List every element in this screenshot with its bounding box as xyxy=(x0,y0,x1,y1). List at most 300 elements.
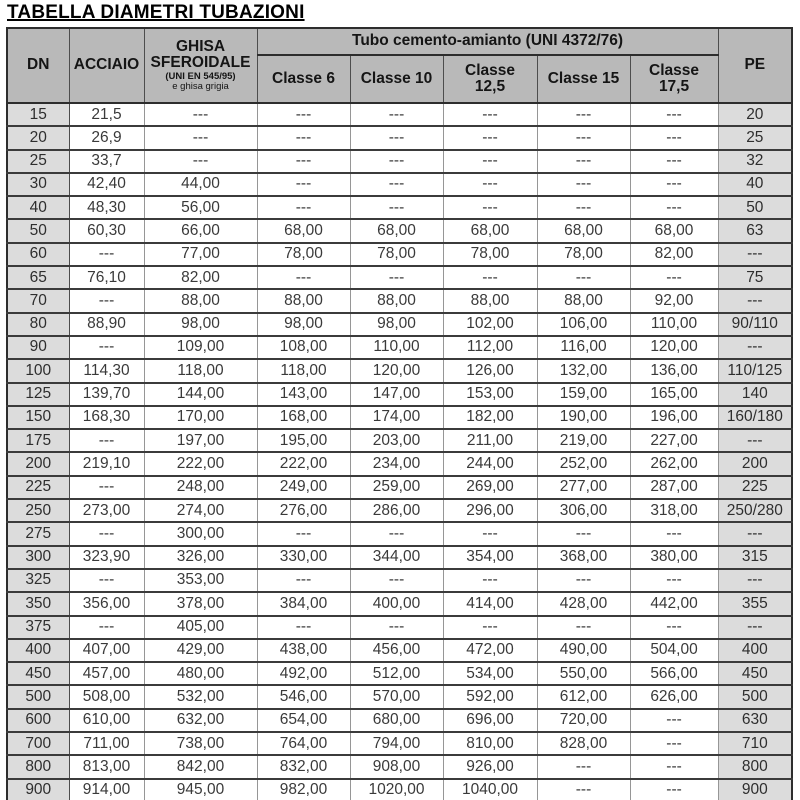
pe-cell: --- xyxy=(718,429,792,452)
value-cell: --- xyxy=(630,126,718,149)
value-cell: 66,00 xyxy=(144,219,257,242)
dn-cell: 800 xyxy=(7,755,69,778)
pe-cell: 250/280 xyxy=(718,499,792,522)
value-cell: --- xyxy=(443,103,537,126)
dn-cell: 450 xyxy=(7,662,69,685)
value-cell: --- xyxy=(144,150,257,173)
value-cell: --- xyxy=(350,569,443,592)
value-cell: --- xyxy=(537,522,630,545)
dn-cell: 150 xyxy=(7,406,69,429)
value-cell: 945,00 xyxy=(144,779,257,800)
value-cell: 56,00 xyxy=(144,196,257,219)
value-cell: 286,00 xyxy=(350,499,443,522)
value-cell: --- xyxy=(537,173,630,196)
value-cell: 273,00 xyxy=(69,499,144,522)
value-cell: 78,00 xyxy=(257,243,350,266)
value-cell: 457,00 xyxy=(69,662,144,685)
table-row xyxy=(7,755,792,778)
value-cell: 219,10 xyxy=(69,452,144,475)
col-header-pe: PE xyxy=(718,28,792,103)
value-cell: 168,30 xyxy=(69,406,144,429)
pe-cell: 400 xyxy=(718,639,792,662)
pe-cell: 63 xyxy=(718,219,792,242)
value-cell: 44,00 xyxy=(144,173,257,196)
col-header-classe-15: Classe 15 xyxy=(537,55,630,103)
table-body xyxy=(7,103,792,800)
value-cell: --- xyxy=(350,266,443,289)
value-cell: 438,00 xyxy=(257,639,350,662)
value-cell: 407,00 xyxy=(69,639,144,662)
value-cell: 92,00 xyxy=(630,289,718,312)
dn-cell: 600 xyxy=(7,709,69,732)
value-cell: 227,00 xyxy=(630,429,718,452)
dn-cell: 275 xyxy=(7,522,69,545)
value-cell: 368,00 xyxy=(537,546,630,569)
value-cell: 532,00 xyxy=(144,685,257,708)
value-cell: 277,00 xyxy=(537,476,630,499)
col-header-ghisa xyxy=(144,28,257,103)
value-cell: 120,00 xyxy=(350,359,443,382)
value-cell: 222,00 xyxy=(144,452,257,475)
table-row xyxy=(7,779,792,800)
pe-cell: 75 xyxy=(718,266,792,289)
value-cell: --- xyxy=(537,266,630,289)
table-row xyxy=(7,313,792,336)
value-cell: 144,00 xyxy=(144,383,257,406)
value-cell: 118,00 xyxy=(257,359,350,382)
dn-cell: 125 xyxy=(7,383,69,406)
table-row xyxy=(7,476,792,499)
dn-cell: 900 xyxy=(7,779,69,800)
value-cell: 195,00 xyxy=(257,429,350,452)
pe-cell: --- xyxy=(718,336,792,359)
pe-cell: --- xyxy=(718,616,792,639)
value-cell: 842,00 xyxy=(144,755,257,778)
value-cell: 1040,00 xyxy=(443,779,537,800)
value-cell: 738,00 xyxy=(144,732,257,755)
value-cell: 88,90 xyxy=(69,313,144,336)
value-cell: --- xyxy=(537,755,630,778)
value-cell: 88,00 xyxy=(537,289,630,312)
ghisa-label: GHISA SFEROIDALE xyxy=(150,37,251,72)
table-row xyxy=(7,592,792,615)
value-cell: --- xyxy=(350,522,443,545)
value-cell: 274,00 xyxy=(144,499,257,522)
value-cell: 926,00 xyxy=(443,755,537,778)
value-cell: 269,00 xyxy=(443,476,537,499)
value-cell: --- xyxy=(69,476,144,499)
table-row xyxy=(7,616,792,639)
pe-cell: 500 xyxy=(718,685,792,708)
value-cell: 132,00 xyxy=(537,359,630,382)
value-cell: --- xyxy=(443,173,537,196)
table-row xyxy=(7,429,792,452)
value-cell: 592,00 xyxy=(443,685,537,708)
pe-cell: 140 xyxy=(718,383,792,406)
value-cell: 68,00 xyxy=(257,219,350,242)
dn-cell: 700 xyxy=(7,732,69,755)
value-cell: 276,00 xyxy=(257,499,350,522)
value-cell: 380,00 xyxy=(630,546,718,569)
value-cell: 249,00 xyxy=(257,476,350,499)
pe-cell: 710 xyxy=(718,732,792,755)
col-header-classe-17-5: Classe 17,5 xyxy=(630,55,718,103)
value-cell: --- xyxy=(443,266,537,289)
value-cell: 112,00 xyxy=(443,336,537,359)
value-cell: --- xyxy=(630,173,718,196)
dn-cell: 50 xyxy=(7,219,69,242)
value-cell: 109,00 xyxy=(144,336,257,359)
pe-cell: --- xyxy=(718,243,792,266)
dn-cell: 80 xyxy=(7,313,69,336)
value-cell: --- xyxy=(350,196,443,219)
table-row xyxy=(7,685,792,708)
value-cell: 428,00 xyxy=(537,592,630,615)
table-header xyxy=(7,28,792,103)
table-row xyxy=(7,150,792,173)
value-cell: 414,00 xyxy=(443,592,537,615)
value-cell: 82,00 xyxy=(630,243,718,266)
value-cell: --- xyxy=(630,732,718,755)
value-cell: 384,00 xyxy=(257,592,350,615)
value-cell: --- xyxy=(257,150,350,173)
value-cell: --- xyxy=(257,616,350,639)
value-cell: --- xyxy=(537,196,630,219)
value-cell: 832,00 xyxy=(257,755,350,778)
value-cell: 170,00 xyxy=(144,406,257,429)
value-cell: 88,00 xyxy=(350,289,443,312)
value-cell: 165,00 xyxy=(630,383,718,406)
dn-cell: 65 xyxy=(7,266,69,289)
table-row xyxy=(7,639,792,662)
value-cell: --- xyxy=(630,522,718,545)
diameter-table xyxy=(6,27,793,800)
dn-cell: 350 xyxy=(7,592,69,615)
table-row xyxy=(7,243,792,266)
value-cell: 326,00 xyxy=(144,546,257,569)
value-cell: 120,00 xyxy=(630,336,718,359)
col-header-dn: DN xyxy=(7,28,69,103)
value-cell: 159,00 xyxy=(537,383,630,406)
value-cell: --- xyxy=(630,266,718,289)
value-cell: 60,30 xyxy=(69,219,144,242)
dn-cell: 225 xyxy=(7,476,69,499)
dn-cell: 250 xyxy=(7,499,69,522)
value-cell: 42,40 xyxy=(69,173,144,196)
value-cell: 400,00 xyxy=(350,592,443,615)
value-cell: 914,00 xyxy=(69,779,144,800)
value-cell: --- xyxy=(350,126,443,149)
value-cell: 472,00 xyxy=(443,639,537,662)
value-cell: --- xyxy=(69,243,144,266)
value-cell: 21,5 xyxy=(69,103,144,126)
value-cell: --- xyxy=(630,616,718,639)
value-cell: 68,00 xyxy=(537,219,630,242)
value-cell: 612,00 xyxy=(537,685,630,708)
value-cell: 680,00 xyxy=(350,709,443,732)
dn-cell: 20 xyxy=(7,126,69,149)
value-cell: --- xyxy=(443,150,537,173)
value-cell: 323,90 xyxy=(69,546,144,569)
table-row xyxy=(7,289,792,312)
value-cell: 78,00 xyxy=(350,243,443,266)
value-cell: --- xyxy=(257,173,350,196)
pe-cell: 200 xyxy=(718,452,792,475)
value-cell: 106,00 xyxy=(537,313,630,336)
value-cell: 626,00 xyxy=(630,685,718,708)
value-cell: 211,00 xyxy=(443,429,537,452)
value-cell: 98,00 xyxy=(144,313,257,336)
value-cell: 813,00 xyxy=(69,755,144,778)
value-cell: --- xyxy=(69,569,144,592)
table-row xyxy=(7,359,792,382)
dn-cell: 90 xyxy=(7,336,69,359)
pe-cell: 110/125 xyxy=(718,359,792,382)
value-cell: 68,00 xyxy=(443,219,537,242)
table-row xyxy=(7,499,792,522)
value-cell: 82,00 xyxy=(144,266,257,289)
value-cell: --- xyxy=(443,616,537,639)
value-cell: 354,00 xyxy=(443,546,537,569)
value-cell: --- xyxy=(69,429,144,452)
value-cell: --- xyxy=(257,126,350,149)
value-cell: --- xyxy=(443,569,537,592)
table-row xyxy=(7,173,792,196)
dn-cell: 200 xyxy=(7,452,69,475)
table-row xyxy=(7,196,792,219)
value-cell: --- xyxy=(537,616,630,639)
dn-cell: 500 xyxy=(7,685,69,708)
value-cell: 566,00 xyxy=(630,662,718,685)
table-row xyxy=(7,219,792,242)
table-row xyxy=(7,266,792,289)
value-cell: --- xyxy=(630,709,718,732)
value-cell: 764,00 xyxy=(257,732,350,755)
value-cell: 153,00 xyxy=(443,383,537,406)
table-row xyxy=(7,406,792,429)
value-cell: 550,00 xyxy=(537,662,630,685)
value-cell: 139,70 xyxy=(69,383,144,406)
table-row xyxy=(7,546,792,569)
value-cell: --- xyxy=(443,196,537,219)
value-cell: 378,00 xyxy=(144,592,257,615)
value-cell: 287,00 xyxy=(630,476,718,499)
value-cell: --- xyxy=(537,150,630,173)
col-header-classe-12-5: Classe 12,5 xyxy=(443,55,537,103)
pe-cell: 32 xyxy=(718,150,792,173)
value-cell: 480,00 xyxy=(144,662,257,685)
pe-cell: 160/180 xyxy=(718,406,792,429)
value-cell: 534,00 xyxy=(443,662,537,685)
pe-cell: 630 xyxy=(718,709,792,732)
pe-cell: 800 xyxy=(718,755,792,778)
value-cell: 296,00 xyxy=(443,499,537,522)
value-cell: 405,00 xyxy=(144,616,257,639)
value-cell: 330,00 xyxy=(257,546,350,569)
value-cell: 190,00 xyxy=(537,406,630,429)
value-cell: 26,9 xyxy=(69,126,144,149)
value-cell: --- xyxy=(350,616,443,639)
value-cell: 110,00 xyxy=(350,336,443,359)
value-cell: --- xyxy=(630,103,718,126)
value-cell: --- xyxy=(537,569,630,592)
value-cell: 610,00 xyxy=(69,709,144,732)
value-cell: 219,00 xyxy=(537,429,630,452)
value-cell: 810,00 xyxy=(443,732,537,755)
value-cell: 696,00 xyxy=(443,709,537,732)
value-cell: 126,00 xyxy=(443,359,537,382)
value-cell: 300,00 xyxy=(144,522,257,545)
value-cell: --- xyxy=(144,103,257,126)
value-cell: 570,00 xyxy=(350,685,443,708)
col-header-acciaio: ACCIAIO xyxy=(69,28,144,103)
value-cell: 88,00 xyxy=(257,289,350,312)
value-cell: 168,00 xyxy=(257,406,350,429)
pe-cell: 50 xyxy=(718,196,792,219)
value-cell: 508,00 xyxy=(69,685,144,708)
value-cell: 456,00 xyxy=(350,639,443,662)
dn-cell: 325 xyxy=(7,569,69,592)
value-cell: 136,00 xyxy=(630,359,718,382)
page-title: TABELLA DIAMETRI TUBAZIONI xyxy=(7,2,305,23)
value-cell: 114,30 xyxy=(69,359,144,382)
dn-cell: 15 xyxy=(7,103,69,126)
pe-cell: --- xyxy=(718,522,792,545)
value-cell: 504,00 xyxy=(630,639,718,662)
col-header-classe-10: Classe 10 xyxy=(350,55,443,103)
value-cell: 98,00 xyxy=(350,313,443,336)
dn-cell: 40 xyxy=(7,196,69,219)
value-cell: --- xyxy=(537,126,630,149)
value-cell: --- xyxy=(350,103,443,126)
ghisa-grigia-label: e ghisa grigia xyxy=(172,81,229,93)
value-cell: 262,00 xyxy=(630,452,718,475)
table-row xyxy=(7,336,792,359)
dn-cell: 375 xyxy=(7,616,69,639)
value-cell: 143,00 xyxy=(257,383,350,406)
dn-cell: 100 xyxy=(7,359,69,382)
value-cell: 720,00 xyxy=(537,709,630,732)
value-cell: 632,00 xyxy=(144,709,257,732)
value-cell: 88,00 xyxy=(144,289,257,312)
value-cell: --- xyxy=(630,150,718,173)
dn-cell: 400 xyxy=(7,639,69,662)
value-cell: 78,00 xyxy=(537,243,630,266)
value-cell: 344,00 xyxy=(350,546,443,569)
value-cell: 982,00 xyxy=(257,779,350,800)
value-cell: --- xyxy=(537,103,630,126)
value-cell: 244,00 xyxy=(443,452,537,475)
value-cell: 429,00 xyxy=(144,639,257,662)
table-row xyxy=(7,452,792,475)
value-cell: 78,00 xyxy=(443,243,537,266)
pe-cell: 225 xyxy=(718,476,792,499)
table-row xyxy=(7,103,792,126)
value-cell: --- xyxy=(350,173,443,196)
value-cell: --- xyxy=(257,103,350,126)
pe-cell: 25 xyxy=(718,126,792,149)
value-cell: --- xyxy=(69,289,144,312)
value-cell: 77,00 xyxy=(144,243,257,266)
value-cell: --- xyxy=(443,126,537,149)
pe-cell: 315 xyxy=(718,546,792,569)
group-header-cemento-amianto: Tubo cemento-amianto (UNI 4372/76) xyxy=(257,28,718,55)
value-cell: 794,00 xyxy=(350,732,443,755)
value-cell: 259,00 xyxy=(350,476,443,499)
value-cell: 110,00 xyxy=(630,313,718,336)
table-row xyxy=(7,732,792,755)
value-cell: 33,7 xyxy=(69,150,144,173)
value-cell: 490,00 xyxy=(537,639,630,662)
value-cell: --- xyxy=(69,616,144,639)
value-cell: --- xyxy=(630,196,718,219)
value-cell: 174,00 xyxy=(350,406,443,429)
table-row xyxy=(7,126,792,149)
value-cell: 356,00 xyxy=(69,592,144,615)
pe-cell: --- xyxy=(718,289,792,312)
value-cell: 234,00 xyxy=(350,452,443,475)
value-cell: 102,00 xyxy=(443,313,537,336)
ghisa-norm-label: (UNI EN 545/95) xyxy=(165,71,236,83)
value-cell: --- xyxy=(630,755,718,778)
value-cell: --- xyxy=(144,126,257,149)
pe-cell: 900 xyxy=(718,779,792,800)
value-cell: --- xyxy=(350,150,443,173)
value-cell: 197,00 xyxy=(144,429,257,452)
value-cell: 654,00 xyxy=(257,709,350,732)
value-cell: 88,00 xyxy=(443,289,537,312)
col-header-classe-6: Classe 6 xyxy=(257,55,350,103)
value-cell: 248,00 xyxy=(144,476,257,499)
value-cell: 252,00 xyxy=(537,452,630,475)
pe-cell: 40 xyxy=(718,173,792,196)
value-cell: 512,00 xyxy=(350,662,443,685)
value-cell: 68,00 xyxy=(630,219,718,242)
dn-cell: 300 xyxy=(7,546,69,569)
dn-cell: 60 xyxy=(7,243,69,266)
value-cell: 711,00 xyxy=(69,732,144,755)
table-row xyxy=(7,569,792,592)
pe-cell: 450 xyxy=(718,662,792,685)
value-cell: 442,00 xyxy=(630,592,718,615)
value-cell: --- xyxy=(257,522,350,545)
value-cell: 492,00 xyxy=(257,662,350,685)
value-cell: --- xyxy=(257,266,350,289)
table-row xyxy=(7,662,792,685)
value-cell: 1020,00 xyxy=(350,779,443,800)
value-cell: --- xyxy=(630,569,718,592)
value-cell: 222,00 xyxy=(257,452,350,475)
value-cell: 147,00 xyxy=(350,383,443,406)
value-cell: 908,00 xyxy=(350,755,443,778)
value-cell: 116,00 xyxy=(537,336,630,359)
value-cell: 828,00 xyxy=(537,732,630,755)
dn-cell: 70 xyxy=(7,289,69,312)
pe-cell: 20 xyxy=(718,103,792,126)
value-cell: 118,00 xyxy=(144,359,257,382)
pe-cell: 355 xyxy=(718,592,792,615)
table-row xyxy=(7,383,792,406)
value-cell: 108,00 xyxy=(257,336,350,359)
value-cell: 68,00 xyxy=(350,219,443,242)
pe-cell: --- xyxy=(718,569,792,592)
value-cell: --- xyxy=(69,336,144,359)
value-cell: --- xyxy=(537,779,630,800)
value-cell: --- xyxy=(69,522,144,545)
value-cell: 546,00 xyxy=(257,685,350,708)
dn-cell: 25 xyxy=(7,150,69,173)
value-cell: 98,00 xyxy=(257,313,350,336)
